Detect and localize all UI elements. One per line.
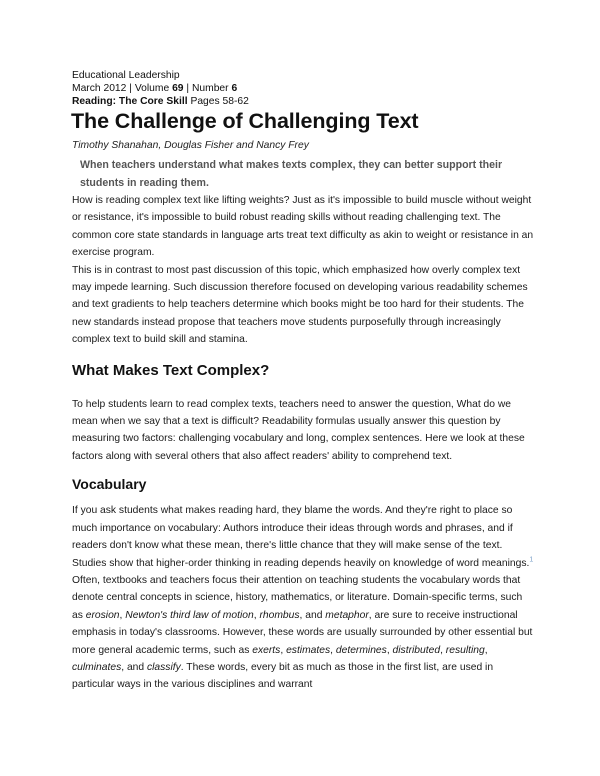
publication-name: Educational Leadership [72, 70, 180, 81]
volume-number: 69 [172, 83, 184, 94]
term-distributed: distributed [392, 644, 441, 656]
term-exerts: exerts [252, 644, 281, 656]
issue-number: 6 [231, 83, 238, 94]
section-heading-text-complex: What Makes Text Complex? [72, 361, 270, 379]
term-classify: classify [146, 661, 181, 673]
article-deck: When teachers understand what makes texts complex, they can better support their students in reading them. [80, 159, 503, 189]
term-newtons-law: Newton's third law of motion [125, 609, 254, 621]
article-page [72, 69, 534, 694]
issue-theme-line [72, 95, 534, 108]
footnote-link[interactable]: 1 [529, 556, 534, 564]
issue-line: March 2012 | Volume 69 | Number 6 [72, 83, 238, 94]
term-culminates: culminates [72, 661, 122, 673]
article-metadata [72, 69, 534, 108]
intro-paragraph-1: How is reading complex text like lifting weights? Just as it's impossible to build muscle without weight or resistance, it's impossible to build robust reading skills without reading challenging text. The common core state standards in language arts treat text difficulty as akin to weight or resistance in an exercise program. [72, 195, 534, 259]
article-authors: Timothy Shanahan, Douglas Fisher and Nancy Frey [72, 140, 309, 151]
page-range: Pages 58-62 [190, 96, 249, 107]
term-rhombus: rhombus [259, 609, 300, 621]
term-determines: determines [335, 644, 387, 656]
issue-date: March 2012 [72, 83, 127, 94]
term-resulting: resulting [445, 644, 485, 656]
subheading-vocabulary: Vocabulary [72, 476, 147, 493]
vocabulary-paragraph-2: Often, textbooks and teachers focus their attention on teaching students the vocabulary words that denote central concepts in science, history, mathematics, or literature. Domain-specific terms, such as erosion, Newton's third law of motion, rhombus, and metaphor, are sure to receive instructional emphasis in today's classrooms. However, these words are usually surrounded by other essential but more general academic terms, such as exerts, estimates, determines, distributed, resulting, culminates, and classify. These words, every bit as much as those in the first list, are used in particular ways in the various disciplines and warrant [72, 574, 533, 691]
term-estimates: estimates [286, 644, 331, 656]
section-paragraph-1: To help students learn to read complex texts, teachers need to answer the question, What do we mean when we say that a text is difficult? Readability formulas usually answer this question by measuring two factors: challenging vocabulary and long, complex sentences. Here we look at these factors along with several others that also affect readers' ability to comprehend text. [72, 398, 525, 462]
term-metaphor: metaphor [325, 609, 369, 621]
vocabulary-paragraph-1: If you ask students what makes reading hard, they blame the words. And they're right to place so much importance on vocabulary: Authors introduce their ideas through words and phrases, and if readers don't know what these mean, there's little chance that they will make sense of the text. Studies show that higher-order thinking in reading depends heavily on knowledge of word meanings.$^1$ [72, 505, 534, 569]
intro-paragraph-2: This is in contrast to most past discussion of this topic, which emphasized how overly complex text may impede learning. Such discussion therefore focused on developing various readability schemes and text gradients to help teachers determine which books might be too hard for their students. The new standards instead propose that teachers move students purposefully through increasingly complex text to build skill and stamina. [72, 264, 528, 346]
term-erosion: erosion [85, 609, 120, 621]
issue-theme: Reading: The Core Skill [72, 96, 188, 107]
article-title: The Challenge of Challenging Text [71, 109, 419, 133]
